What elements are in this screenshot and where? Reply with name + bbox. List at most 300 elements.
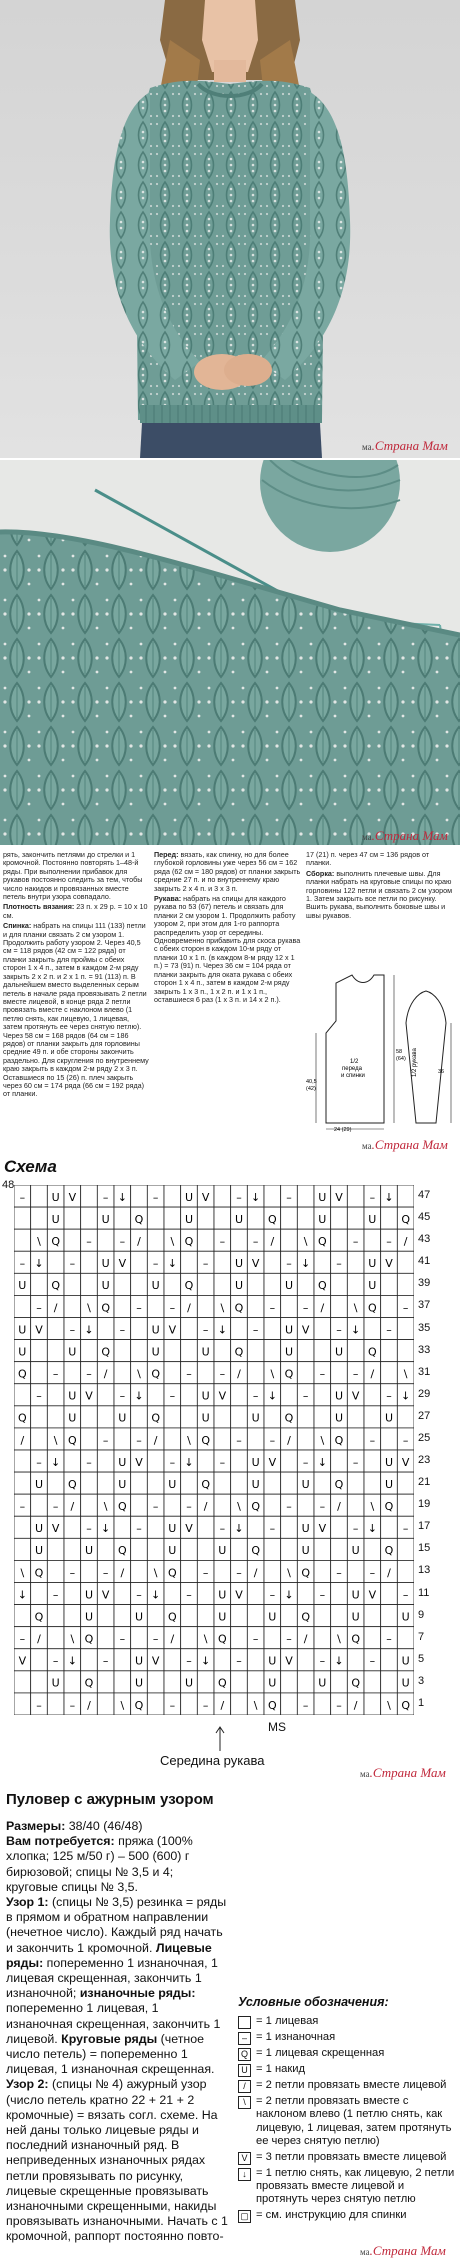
chart-title: Схема xyxy=(4,1157,57,1176)
chart-symbol: – xyxy=(236,1433,242,1447)
chart-symbol: – xyxy=(352,1455,359,1469)
chart-row-number: 15 xyxy=(418,1542,431,1555)
chart-cell xyxy=(297,1428,314,1450)
chart-symbol: – xyxy=(386,1235,392,1249)
chart-cell xyxy=(31,1583,48,1605)
chart-symbol: Q xyxy=(151,1367,161,1381)
chart-symbol: U xyxy=(268,1610,277,1624)
chart-symbol: \ xyxy=(353,1301,358,1315)
chart-cell xyxy=(97,1671,114,1693)
chart-row-number: 19 xyxy=(418,1498,431,1511)
chart-symbol: Q xyxy=(251,1500,261,1514)
watermark: ма.Страна Мам xyxy=(362,438,448,453)
chart-symbol: U xyxy=(18,1323,27,1337)
chart-cell xyxy=(164,1273,181,1295)
chart-symbol: – xyxy=(69,1257,76,1271)
chart-symbol: Q xyxy=(317,1235,327,1249)
chart-symbol: \ xyxy=(37,1235,41,1249)
chart-symbol: U xyxy=(118,1455,127,1469)
watermark: ма.Страна Мам xyxy=(360,1765,446,1780)
chart-cell xyxy=(381,1516,398,1538)
chart-symbol: – xyxy=(369,1654,376,1668)
chart-cell xyxy=(397,1627,414,1649)
chart-cell xyxy=(214,1428,231,1450)
chart-cell xyxy=(347,1207,364,1229)
chart-symbol: – xyxy=(219,1455,226,1469)
chart-cell xyxy=(364,1671,381,1693)
chart-cell xyxy=(81,1406,98,1428)
chart-symbol: V xyxy=(101,1588,110,1602)
chart-symbol: – xyxy=(69,1698,76,1712)
chart-symbol: \ xyxy=(303,1235,308,1249)
instructions-col-2 xyxy=(154,851,302,1006)
chart-row-number: 37 xyxy=(418,1299,431,1312)
chart-cell xyxy=(214,1406,231,1428)
watermark: ма.Страна Мам xyxy=(362,828,448,843)
chart-symbol: V xyxy=(135,1455,143,1469)
chart-symbol: U xyxy=(118,1411,127,1425)
chart-cell xyxy=(331,1273,348,1295)
legend-text: = 1 лицевая xyxy=(256,2015,319,2027)
chart-symbol: Q xyxy=(284,1367,294,1381)
chart-symbol: ↓ xyxy=(184,1455,194,1469)
chart-cell xyxy=(147,1207,164,1229)
chart-symbol: U xyxy=(334,1411,344,1425)
chart-cell xyxy=(347,1428,364,1450)
chart-cell xyxy=(314,1384,331,1406)
chart-cell xyxy=(381,1273,398,1295)
chart-symbol: U xyxy=(351,1588,360,1602)
chart-cell xyxy=(14,1450,31,1472)
chart-symbol: – xyxy=(236,1654,242,1668)
chart-symbol: Q xyxy=(301,1566,311,1580)
chart-symbol: / xyxy=(137,1235,141,1249)
chart-symbol: – xyxy=(302,1389,309,1403)
chart-symbol: – xyxy=(319,1588,326,1602)
chart-cell xyxy=(64,1295,81,1317)
chart-symbol: U xyxy=(334,1389,344,1403)
chart-symbol: Q xyxy=(201,1477,211,1491)
chart-symbol: V xyxy=(301,1323,310,1337)
chart-symbol: – xyxy=(169,1455,176,1469)
chart-symbol: ↓ xyxy=(17,1588,27,1602)
chart-symbol: – xyxy=(169,1389,176,1403)
chart-cell xyxy=(64,1273,81,1295)
chart-symbol: Q xyxy=(34,1566,44,1580)
chart-cell xyxy=(381,1428,398,1450)
chart-row-number: 23 xyxy=(418,1454,431,1467)
model-photo xyxy=(0,0,460,458)
chart-symbol: U xyxy=(134,1676,144,1690)
chart-cell xyxy=(281,1229,298,1251)
chart-symbol: – xyxy=(86,1455,92,1469)
chart-cell xyxy=(247,1671,264,1693)
chart-symbol: Q xyxy=(34,1610,44,1624)
dim-42: (42) xyxy=(306,1086,316,1092)
chart-cell xyxy=(347,1560,364,1582)
ms-label: MS xyxy=(268,1720,286,1734)
chart-cell xyxy=(14,1538,31,1560)
chart-cell xyxy=(147,1229,164,1251)
chart-symbol: – xyxy=(402,1301,409,1315)
chart-symbol: U xyxy=(268,1654,277,1668)
chart-symbol: – xyxy=(36,1455,42,1469)
chart-symbol: – xyxy=(269,1588,276,1602)
knitting-chart-grid xyxy=(14,1185,414,1715)
chart-cell xyxy=(381,1605,398,1627)
watermark: ма.Страна Мам xyxy=(362,1137,448,1152)
chart-row-number: 45 xyxy=(418,1211,431,1224)
chart-symbol: U xyxy=(168,1477,177,1491)
chart-symbol: – xyxy=(402,1522,409,1536)
chart-symbol: \ xyxy=(87,1301,91,1315)
chart-symbol: \ xyxy=(287,1566,291,1580)
chart-symbol: – xyxy=(102,1433,109,1447)
chart-symbol: Q xyxy=(51,1279,61,1293)
chart-cell xyxy=(314,1538,331,1560)
chart-row-number: 13 xyxy=(418,1564,431,1577)
chart-symbol: – xyxy=(36,1698,42,1712)
chart-symbol: – xyxy=(252,1235,259,1249)
chart-cell xyxy=(14,1671,31,1693)
legend-symbol-icon: V xyxy=(238,2152,251,2165)
chart-cell xyxy=(114,1207,131,1229)
chart-symbol: Q xyxy=(184,1235,194,1249)
chart-cell xyxy=(64,1583,81,1605)
chart-symbol: – xyxy=(52,1500,59,1514)
chart-symbol: V xyxy=(385,1257,393,1271)
chart-cell xyxy=(231,1384,248,1406)
chart-cell xyxy=(281,1693,298,1715)
instructions-col-1 xyxy=(3,851,149,1101)
chart-symbol: – xyxy=(336,1698,342,1712)
chart-cell xyxy=(164,1207,181,1229)
chart-cell xyxy=(264,1251,281,1273)
chart-cell xyxy=(247,1516,264,1538)
chart-row-number: 27 xyxy=(418,1409,431,1422)
chart-cell xyxy=(247,1649,264,1671)
chart-symbol: V xyxy=(85,1389,93,1403)
chart-symbol: – xyxy=(219,1367,226,1381)
chart-cell xyxy=(364,1472,381,1494)
chart-cell xyxy=(397,1340,414,1362)
chart-symbol: – xyxy=(36,1301,42,1315)
chart-symbol: – xyxy=(269,1433,276,1447)
chart-symbol: – xyxy=(336,1257,342,1271)
chart-symbol: – xyxy=(286,1632,292,1646)
chart-symbol: / xyxy=(403,1235,408,1249)
chart-cell xyxy=(397,1538,414,1560)
chart-cell xyxy=(147,1605,164,1627)
chart-symbol: Q xyxy=(351,1632,361,1646)
chart-symbol: – xyxy=(302,1455,309,1469)
chart-symbol: ↓ xyxy=(334,1654,344,1668)
chart-cell xyxy=(347,1273,364,1295)
chart-symbol: ↓ xyxy=(234,1522,244,1536)
chart-row-number: 11 xyxy=(418,1586,430,1599)
chart-cell xyxy=(147,1384,164,1406)
chart-cell xyxy=(97,1627,114,1649)
col3-top: 17 (21) п. через 47 см = 136 рядов от планки. xyxy=(306,850,430,868)
chart-symbol: U xyxy=(84,1544,94,1558)
chart-symbol: – xyxy=(186,1500,192,1514)
chart-cell xyxy=(281,1605,298,1627)
chart-symbol: \ xyxy=(20,1566,25,1580)
chart-symbol: – xyxy=(369,1433,376,1447)
chart-row-number: 17 xyxy=(418,1520,431,1533)
chart-symbol: ↓ xyxy=(84,1323,94,1337)
chart-symbol: U xyxy=(201,1345,210,1359)
chart-row-numbers xyxy=(418,1185,458,1715)
intro-text: рять, закончить петлями до стрелки и 1 кромочной. Постоянно повторять 1–48-й ряды. При выполнении прибавок для рукавов постоянно следить за тем, чтобы число накидов и провязанных вместе петель внутри узора совпадало. xyxy=(3,850,143,902)
chart-cell xyxy=(397,1318,414,1340)
chart-cell xyxy=(247,1605,264,1627)
chart-cell xyxy=(14,1693,31,1715)
watermark: ма.Страна Мам xyxy=(360,2243,446,2258)
chart-cell xyxy=(381,1671,398,1693)
chart-cell xyxy=(247,1583,264,1605)
chart-cell xyxy=(131,1406,148,1428)
chart-symbol: – xyxy=(319,1500,326,1514)
legend-text: = 1 петлю снять, как лицевую, 2 петли провязать вместе лицевой и протянуть через снятую петлю xyxy=(256,2166,455,2206)
legend-row xyxy=(238,2079,456,2093)
legend-row xyxy=(238,2047,456,2061)
chart-symbol: Q xyxy=(284,1411,294,1425)
chart-cell xyxy=(381,1649,398,1671)
chart-symbol: \ xyxy=(337,1632,341,1646)
chart-cell xyxy=(347,1185,364,1207)
chart-symbol: \ xyxy=(253,1698,258,1712)
chart-cell xyxy=(264,1494,281,1516)
chart-cell xyxy=(14,1384,31,1406)
description-section xyxy=(0,1785,460,2261)
chart-cell xyxy=(364,1538,381,1560)
instructions-block xyxy=(0,845,460,1155)
chart-symbol: U xyxy=(284,1345,294,1359)
chart-symbol: – xyxy=(386,1323,392,1337)
chart-symbol: \ xyxy=(53,1433,58,1447)
chart-symbol: – xyxy=(402,1588,409,1602)
chart-cell xyxy=(81,1185,98,1207)
chart-cell xyxy=(347,1649,364,1671)
chart-symbol: – xyxy=(52,1367,59,1381)
chart-cell xyxy=(97,1605,114,1627)
chart-symbol: – xyxy=(202,1566,209,1580)
legend-text: = 1 накид xyxy=(256,2063,306,2075)
chart-cell xyxy=(31,1273,48,1295)
chart-symbol: / xyxy=(253,1566,258,1580)
legend-row xyxy=(238,2209,456,2223)
chart-cell xyxy=(297,1649,314,1671)
chart-symbol: U xyxy=(368,1257,377,1271)
back-paragraph: Спинка: набрать на спицы 111 (133) петли и для планки связать 2 см узором 1. Продолжить работу узором 2. Через 40,5 см = 118 рядов (42 см = 122 ряда) от планки закрыть для проймы с обеих сторон 1 х 4 п., затем в каждом 2-м ряду закрыть 2 х 2 п. и 2 х 1 п. = 91 (113) п. В дальнейшем вместо выделенных серым петель в начале ряда провязывать 2 петли вместе лицевой, в конце ряда 2 петли провязать вместе с наклоном влево (1 петлю снять, как лицевую, 1 лицевая, затем протянуть ее через снятую петлю). Через 58 см = 168 рядов (64 см = 186 рядов) от планки закрыть для горловины средние 49 п. и обе стороны закончить раздельно. Для скругления по внутреннему краю закрыть в каждом 2-м ряду 2 х 3 п. Оставшиеся по 15 (26) п. плеч закрыть через 60 см = 174 ряда (66 см = 192 ряда) от планки. xyxy=(3,921,149,1099)
chart-symbol: Q xyxy=(167,1566,177,1580)
chart-symbol: U xyxy=(151,1279,160,1293)
chart-symbol: – xyxy=(386,1632,392,1646)
chart-symbol: / xyxy=(70,1500,75,1514)
chart-symbol: – xyxy=(236,1566,242,1580)
legend-symbol-icon: / xyxy=(238,2080,251,2093)
chart-symbol: V xyxy=(18,1654,27,1668)
chart-cell xyxy=(81,1251,98,1273)
chart-symbol: U xyxy=(301,1522,310,1536)
chart-cell xyxy=(331,1295,348,1317)
chart-symbol: Q xyxy=(234,1345,244,1359)
chart-symbol: U xyxy=(318,1190,327,1204)
chart-symbol: V xyxy=(118,1257,127,1271)
legend-text: = 2 петли провязать вместе лицевой xyxy=(256,2079,447,2091)
chart-cell xyxy=(347,1494,364,1516)
chart-cell xyxy=(364,1406,381,1428)
chart-symbol: ↓ xyxy=(401,1389,411,1403)
legend-symbol-icon: Q xyxy=(238,2048,251,2061)
chart-symbol: U xyxy=(301,1477,310,1491)
chart-cell xyxy=(264,1318,281,1340)
chart-cell xyxy=(147,1538,164,1560)
chart-cell xyxy=(331,1671,348,1693)
chart-symbol: – xyxy=(319,1367,326,1381)
chart-symbol: Q xyxy=(334,1477,344,1491)
chart-symbol: Q xyxy=(267,1698,277,1712)
legend-row xyxy=(238,2095,456,2149)
chart-symbol: – xyxy=(169,1301,176,1315)
chart-symbol: Q xyxy=(17,1367,27,1381)
chart-symbol: Q xyxy=(267,1212,277,1226)
chart-symbol: V xyxy=(268,1455,277,1469)
chart-cell xyxy=(314,1251,331,1273)
chart-symbol: / xyxy=(337,1500,341,1514)
chart-cell xyxy=(47,1251,64,1273)
chart-cell xyxy=(64,1605,81,1627)
chart-cell xyxy=(97,1472,114,1494)
chart-cell xyxy=(297,1185,314,1207)
chart-symbol: U xyxy=(151,1323,160,1337)
chart-cell xyxy=(397,1185,414,1207)
chart-symbol: Q xyxy=(384,1544,394,1558)
legend-row xyxy=(238,2031,456,2045)
chart-symbol: V xyxy=(285,1654,293,1668)
chart-cell xyxy=(197,1605,214,1627)
chart-left-row-label: 48 xyxy=(2,1179,15,1191)
chart-symbol: Q xyxy=(134,1212,144,1226)
chart-symbol: U xyxy=(168,1522,177,1536)
chart-symbol: – xyxy=(19,1257,26,1271)
chart-cell xyxy=(331,1229,348,1251)
chart-symbol: U xyxy=(201,1389,210,1403)
chart-symbol: – xyxy=(402,1433,409,1447)
chart-symbol: \ xyxy=(403,1367,408,1381)
chart-cell xyxy=(97,1450,114,1472)
chart-cell xyxy=(31,1207,48,1229)
chart-cell xyxy=(164,1494,181,1516)
chart-cell xyxy=(47,1605,64,1627)
chart-symbol: – xyxy=(86,1522,92,1536)
chart-symbol: – xyxy=(286,1257,292,1271)
legend-list xyxy=(238,2015,456,2223)
chart-cell xyxy=(114,1583,131,1605)
chart-symbol: U xyxy=(351,1610,360,1624)
chart-cell xyxy=(164,1362,181,1384)
chart-symbol: – xyxy=(69,1566,76,1580)
chart-symbol: Q xyxy=(384,1500,394,1514)
legend-text: = 1 изнаночная xyxy=(256,2031,336,2043)
chart-cell xyxy=(114,1649,131,1671)
chart-cell xyxy=(331,1605,348,1627)
chart-cell xyxy=(131,1627,148,1649)
chart-symbol: V xyxy=(185,1522,193,1536)
chart-cell xyxy=(231,1406,248,1428)
chart-symbol: Q xyxy=(401,1698,411,1712)
chart-symbol: U xyxy=(168,1544,177,1558)
chart-symbol: – xyxy=(169,1698,176,1712)
chart-row-number: 9 xyxy=(418,1608,425,1621)
chart-cell xyxy=(181,1538,198,1560)
chart-symbol: U xyxy=(251,1477,260,1491)
chart-symbol: Q xyxy=(51,1235,61,1249)
chart-symbol: Q xyxy=(67,1433,77,1447)
chart-cell xyxy=(164,1340,181,1362)
chart-cell xyxy=(47,1340,64,1362)
chart-cell xyxy=(81,1494,98,1516)
chart-cell xyxy=(197,1538,214,1560)
chart-symbol: \ xyxy=(203,1632,208,1646)
chart-symbol: / xyxy=(237,1367,241,1381)
chart-cell xyxy=(181,1693,198,1715)
dim-64: (64) xyxy=(396,1056,406,1062)
chart-symbol: – xyxy=(19,1632,26,1646)
chart-cell xyxy=(131,1340,148,1362)
chart-symbol: ↓ xyxy=(267,1389,277,1403)
chart-cell xyxy=(214,1251,231,1273)
chart-symbol: – xyxy=(102,1190,109,1204)
chart-cell xyxy=(97,1229,114,1251)
chart-cell xyxy=(347,1406,364,1428)
chart-cell xyxy=(297,1406,314,1428)
chart-symbol: – xyxy=(219,1235,226,1249)
chart-symbol: / xyxy=(153,1433,158,1447)
chart-symbol: / xyxy=(303,1632,308,1646)
chart-symbol: – xyxy=(52,1588,59,1602)
chart-symbol: U xyxy=(184,1212,194,1226)
chart-symbol: – xyxy=(19,1190,26,1204)
chart-symbol: ↓ xyxy=(34,1257,44,1271)
chart-symbol: Q xyxy=(217,1676,227,1690)
chart-cell xyxy=(47,1406,64,1428)
chart-symbol: V xyxy=(168,1323,177,1337)
legend-text: = 2 петли провязать вместе с наклоном влево (1 петлю снять, как лицевую, 1 лицевая, затем протянуть ее через снятую петлю) xyxy=(256,2095,452,2148)
chart-symbol: Q xyxy=(151,1411,161,1425)
chart-symbol: ↓ xyxy=(367,1522,377,1536)
chart-symbol: \ xyxy=(153,1566,158,1580)
chart-cell xyxy=(164,1185,181,1207)
chart-symbol: Q xyxy=(401,1212,411,1226)
chart-cell xyxy=(247,1428,264,1450)
chart-symbol: U xyxy=(251,1455,260,1469)
chart-symbol: ↓ xyxy=(284,1588,294,1602)
chart-symbol: V xyxy=(318,1522,327,1536)
chart-symbol: / xyxy=(120,1566,125,1580)
chart-cell xyxy=(297,1583,314,1605)
chart-cell xyxy=(114,1428,131,1450)
chart-symbol: Q xyxy=(84,1676,94,1690)
chart-symbol: – xyxy=(269,1522,276,1536)
chart-symbol: U xyxy=(18,1345,27,1359)
chart-cell xyxy=(147,1693,164,1715)
chart-cell xyxy=(47,1384,64,1406)
chart-cell xyxy=(264,1627,281,1649)
chart-cell xyxy=(214,1649,231,1671)
chart-cell xyxy=(114,1605,131,1627)
